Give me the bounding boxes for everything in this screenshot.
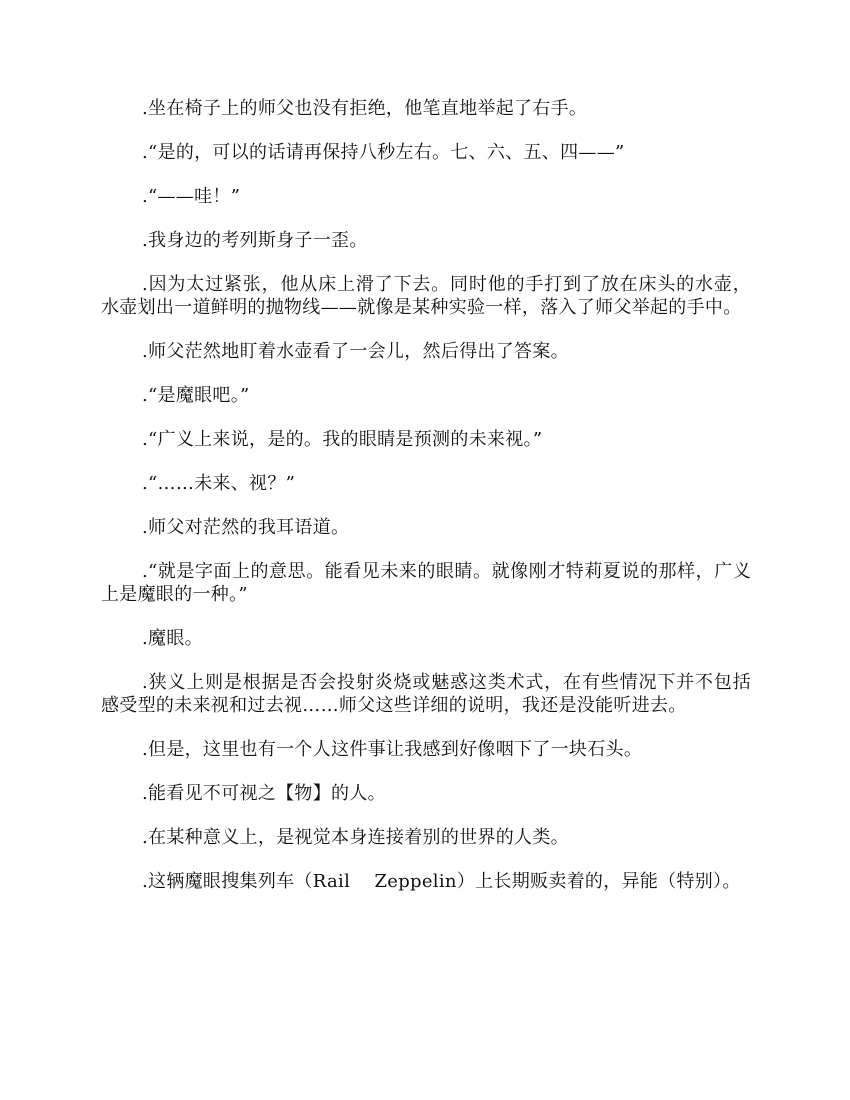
paragraph: .能看见不可视之【物】的人。: [142, 783, 386, 804]
paragraph: .坐在椅子上的师父也没有拒绝，他笔直地举起了右手。: [142, 98, 588, 119]
paragraph: .狭义上则是根据是否会投射炎烧或魅惑这类术式，在有些情况下并不包括感受型的未来视和过去视……师父这些详细的说明，我还是没能听进去。: [101, 672, 751, 716]
paragraph: .这辆魔眼搜集列车（Rail Zeppelin）上长期贩卖着的，异能（特别）。: [142, 871, 741, 892]
document-body: [101, 97, 751, 914]
paragraph: .“广义上来说，是的。我的眼睛是预测的未来视。”: [142, 429, 543, 450]
paragraph: .“……未来、视？”: [142, 473, 296, 494]
paragraph: .“是的，可以的话请再保持八秒左右。七、六、五、四——”: [142, 142, 625, 163]
paragraph: .师父茫然地盯着水壶看了一会儿，然后得出了答案。: [142, 341, 569, 362]
paragraph: .但是，这里也有一个人这件事让我感到好像咽下了一块石头。: [142, 739, 643, 760]
paragraph: .“——哇！”: [142, 186, 241, 207]
paragraph: .在某种意义上，是视觉本身连接着别的世界的人类。: [142, 827, 569, 848]
paragraph: .师父对茫然的我耳语道。: [142, 517, 350, 538]
paragraph: .魔眼。: [142, 628, 203, 649]
paragraph: .我身边的考列斯身子一歪。: [142, 230, 368, 251]
paragraph: .“就是字面上的意思。能看见未来的眼睛。就像刚才特莉夏说的那样，广义上是魔眼的一种。”: [101, 561, 751, 605]
paragraph: .因为太过紧张，他从床上滑了下去。同时他的手打到了放在床头的水壶，水壶划出一道鲜明的抛物线——就像是某种实验一样，落入了师父举起的手中。: [101, 274, 751, 318]
paragraph: .“是魔眼吧。”: [142, 385, 250, 406]
